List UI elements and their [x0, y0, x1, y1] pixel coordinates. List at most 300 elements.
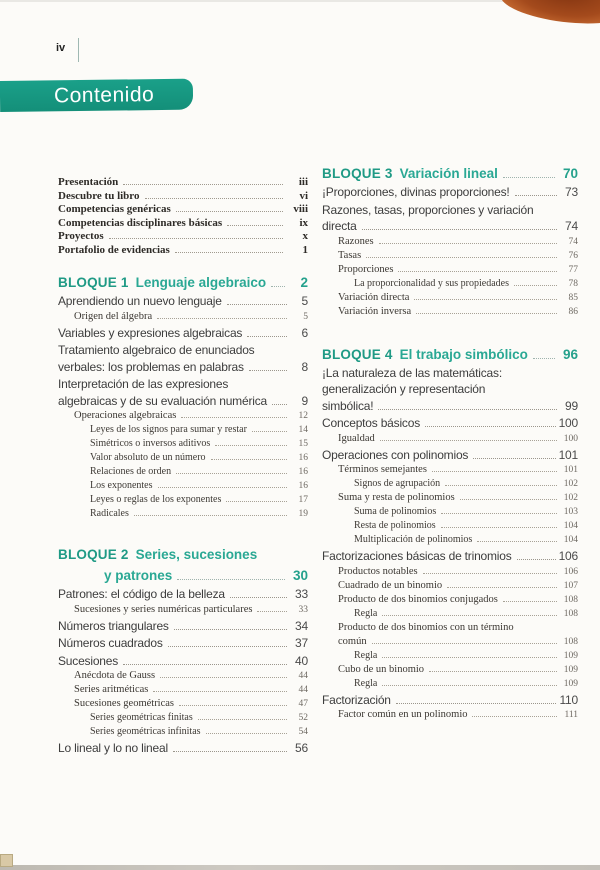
entry-last-line	[354, 677, 578, 691]
toc-entry	[58, 342, 308, 375]
entry-last-line	[90, 479, 308, 493]
dotted-leader	[503, 601, 557, 602]
entry-last-line	[74, 603, 308, 617]
toc-gap	[58, 521, 308, 543]
entry-last-line	[354, 649, 578, 663]
entry-title: Variables y expresiones algebraicas	[58, 325, 243, 340]
toc-block-heading	[322, 164, 578, 183]
page-number: 100	[563, 433, 578, 444]
entry-last-line	[338, 635, 578, 649]
page-number: viii	[293, 203, 308, 215]
entry-title: Leyes de los signos para sumar y restar	[90, 424, 247, 435]
page-number: x	[302, 230, 308, 242]
entry-title-line: ¡La naturaleza de las matemáticas:	[322, 365, 502, 380]
toc-entry	[322, 565, 578, 579]
toc-front-entry	[58, 217, 308, 231]
page-number: 101	[563, 465, 578, 475]
dotted-leader	[145, 198, 284, 199]
block-label: BLOQUE 4	[322, 346, 393, 362]
toc-entry	[322, 677, 578, 691]
entry-last-line	[74, 310, 308, 324]
dotted-leader	[423, 573, 557, 574]
page-number: 44	[298, 671, 308, 681]
entry-title: La proporcionalidad y sus propiedades	[354, 277, 509, 289]
dotted-leader	[252, 431, 287, 432]
page-number: 47	[298, 699, 308, 709]
dotted-leader	[176, 211, 283, 212]
page-number: 8	[301, 359, 308, 374]
entry-title: Suma de polinomios	[354, 506, 437, 517]
page-number: 15	[298, 439, 308, 449]
entry-title: Variación inversa	[338, 305, 412, 317]
dotted-leader	[366, 257, 557, 258]
page-number: 52	[298, 713, 308, 723]
toc-entry	[322, 477, 578, 491]
dotted-leader	[382, 615, 557, 616]
page-number: 44	[298, 685, 308, 695]
entry-title: Cuadrado de un binomio	[338, 579, 443, 591]
entry-title-line: Producto de dos binomios con un término	[338, 621, 514, 633]
entry-title-line: Interpretación de las expresiones	[58, 377, 229, 391]
toc-entry	[322, 708, 578, 722]
entry-title-line: Razones, tasas, proporciones y variación	[322, 202, 534, 217]
dotted-leader	[380, 440, 557, 441]
block-label: BLOQUE 2	[58, 547, 129, 562]
toc-entry	[58, 479, 308, 493]
toc-entry	[322, 491, 578, 505]
entry-last-line	[90, 451, 308, 465]
entry-title: Números triangulares	[58, 618, 169, 633]
toc-entry	[58, 683, 308, 697]
page-number: 96	[562, 346, 578, 362]
entry-last-line	[322, 447, 578, 464]
entry-title: Series geométricas infinitas	[90, 726, 201, 737]
entry-last-line	[338, 291, 578, 305]
toc-front-entry	[58, 244, 308, 258]
entry-title: Tasas	[338, 249, 362, 261]
entry-last-line	[354, 477, 578, 491]
toc-gap	[322, 319, 578, 343]
entry-last-line	[354, 277, 578, 291]
entry-title: Leyes o reglas de los exponentes	[90, 494, 222, 505]
toc-entry	[322, 607, 578, 621]
entry-title: Factor común en un polinomio	[338, 709, 468, 720]
dotted-leader	[247, 336, 287, 337]
entry-title: Sucesiones	[58, 653, 119, 668]
entry-title: Suma y resta de polinomios	[338, 492, 455, 503]
page-number: 33	[298, 604, 308, 615]
entry-title: Presentación	[58, 176, 119, 188]
page-number: 2	[300, 275, 308, 290]
entry-title: Factorizaciones básicas de trinomios	[322, 549, 512, 563]
page-number: 17	[298, 495, 308, 505]
entry-last-line	[322, 548, 578, 565]
dotted-leader	[157, 318, 287, 319]
page-number: 101	[558, 447, 578, 462]
page-number: 12	[298, 411, 308, 421]
dotted-leader	[441, 527, 557, 528]
page-folio: iv	[56, 42, 66, 54]
entry-last-line	[90, 493, 308, 507]
toc-entry	[322, 579, 578, 593]
toc-entry	[58, 586, 308, 603]
page-number: iii	[298, 176, 308, 188]
dotted-leader	[460, 499, 557, 500]
toc-entry	[58, 653, 308, 670]
entry-title: Operaciones con polinomios	[322, 447, 469, 462]
toc-block-heading-line2	[58, 566, 308, 585]
dotted-leader	[168, 646, 287, 647]
entry-last-line	[338, 235, 578, 249]
entry-title: Regla	[354, 649, 378, 661]
entry-title: Anécdota de Gauss	[74, 670, 156, 681]
page-number: 9	[301, 393, 308, 408]
entry-last-line	[322, 184, 578, 201]
entry-title: Series aritméticas	[74, 684, 149, 695]
entry-last-line	[90, 725, 308, 739]
dotted-leader	[134, 515, 287, 516]
page-number: 34	[295, 618, 308, 633]
entry-last-line	[322, 692, 578, 709]
toc-entry	[58, 376, 308, 409]
block-title: y patrones	[104, 568, 173, 583]
toc-entry	[58, 697, 308, 711]
dotted-leader	[173, 751, 287, 752]
page-number: 85	[568, 292, 578, 303]
page-number: 19	[298, 509, 308, 519]
page-number: 110	[559, 692, 578, 707]
entry-title: directa	[322, 219, 357, 233]
dotted-leader	[215, 445, 287, 446]
entry-title: Series geométricas finitas	[90, 712, 193, 723]
entry-last-line	[90, 437, 308, 451]
page-number: 54	[298, 727, 308, 737]
entry-last-line	[338, 593, 578, 607]
entry-title: Portafolio de evidencias	[58, 243, 170, 256]
dotted-leader	[123, 184, 283, 185]
toc-entry	[322, 548, 578, 565]
page-number: 74	[565, 219, 578, 233]
entry-title: Aprendiendo un nuevo lenguaje	[58, 294, 222, 308]
dotted-leader	[206, 733, 287, 734]
toc-entry	[58, 310, 308, 324]
scan-bottom-edge	[0, 865, 600, 870]
page-number: 99	[565, 398, 578, 413]
entry-title: Radicales	[90, 508, 129, 519]
page-number: 5	[301, 294, 308, 308]
dotted-leader	[362, 229, 557, 230]
entry-last-line	[58, 359, 308, 376]
entry-title: Razones	[338, 235, 374, 247]
entry-title: Simétricos o inversos aditivos	[90, 438, 211, 449]
dotted-leader	[382, 685, 557, 686]
entry-title-line: generalización y representación	[322, 382, 486, 396]
entry-title: Variación directa	[338, 291, 410, 303]
entry-title: Igualdad	[338, 432, 375, 444]
entry-title: Números cuadrados	[58, 636, 163, 650]
page-number: 16	[298, 481, 308, 491]
dotted-leader	[179, 705, 287, 706]
dotted-leader	[533, 358, 555, 359]
toc-front-entry	[58, 176, 308, 190]
page-number: 102	[563, 493, 578, 503]
toc-entry	[322, 649, 578, 663]
toc-entry	[322, 663, 578, 677]
toc-left-column	[58, 176, 308, 757]
dotted-leader	[514, 285, 557, 286]
page-number: 106	[558, 549, 578, 563]
dotted-leader	[472, 716, 557, 717]
dotted-leader	[227, 225, 283, 226]
entry-last-line	[354, 519, 578, 533]
toc-entry	[58, 635, 308, 652]
block-label: BLOQUE 1	[58, 275, 129, 290]
entry-last-line	[58, 293, 308, 310]
dotted-leader	[473, 458, 555, 459]
entry-last-line	[354, 533, 578, 547]
page-number: 109	[563, 650, 578, 661]
entry-title: Relaciones de orden	[90, 466, 172, 477]
toc-entry	[58, 740, 308, 757]
page-number: 103	[563, 507, 578, 517]
entry-title: Regla	[354, 607, 378, 619]
toc-entry	[322, 692, 578, 709]
dotted-leader	[109, 238, 283, 239]
toc-entry	[58, 618, 308, 635]
entry-last-line	[338, 463, 578, 477]
dotted-leader	[382, 657, 557, 658]
toc-entry	[58, 711, 308, 725]
toc-entry	[58, 325, 308, 342]
entry-title: Regla	[354, 677, 378, 689]
contents-banner	[0, 79, 193, 112]
toc-entry	[322, 249, 578, 263]
entry-title: ¡Proporciones, divinas proporciones!	[322, 185, 510, 199]
page-number: 86	[568, 306, 578, 317]
dotted-leader	[272, 404, 287, 405]
block-title: El trabajo simbólico	[399, 346, 528, 362]
dotted-leader	[414, 299, 557, 300]
block-title: Variación lineal	[399, 166, 498, 181]
entry-last-line	[338, 565, 578, 579]
toc-entry	[58, 725, 308, 739]
entry-title: Origen del álgebra	[74, 310, 153, 322]
page-number: 5	[303, 311, 308, 322]
page-number: 76	[568, 250, 578, 261]
scan-corner-chip	[0, 854, 13, 867]
page-number: 1	[302, 243, 308, 256]
toc-entry	[322, 593, 578, 607]
entry-last-line	[90, 465, 308, 479]
dotted-leader	[181, 417, 287, 418]
dotted-leader	[158, 487, 288, 488]
toc-block-heading	[322, 345, 578, 364]
entry-title: Lo lineal y lo no lineal	[58, 741, 168, 755]
toc-entry	[58, 493, 308, 507]
toc-entry	[322, 235, 578, 249]
toc-front-entry	[58, 230, 308, 244]
dotted-leader	[432, 471, 557, 472]
dotted-leader	[249, 370, 287, 371]
entry-last-line	[338, 432, 578, 446]
entry-title: Sucesiones y series numéricas particulares	[74, 603, 253, 615]
dotted-leader	[174, 629, 287, 630]
toc-entry	[58, 465, 308, 479]
entry-title: Proporciones	[338, 263, 394, 275]
entry-last-line	[322, 415, 578, 432]
dotted-leader	[477, 541, 557, 542]
page-number: 102	[563, 479, 578, 489]
toc-front-entry	[58, 190, 308, 204]
dotted-leader	[445, 485, 557, 486]
dotted-leader	[378, 409, 557, 410]
entry-title: Resta de polinomios	[354, 520, 436, 531]
page-number: 109	[563, 678, 578, 689]
dotted-leader	[396, 703, 557, 704]
entry-title: Patrones: el código de la belleza	[58, 587, 225, 601]
dotted-leader	[211, 459, 287, 460]
entry-last-line	[338, 579, 578, 593]
dotted-leader	[271, 286, 285, 287]
entry-last-line	[338, 708, 578, 722]
entry-last-line	[90, 423, 308, 437]
dotted-leader	[441, 513, 557, 514]
toc-entry	[58, 507, 308, 521]
page-curl-decoration	[498, 0, 600, 30]
block-title: Series, sucesiones	[135, 547, 258, 562]
entry-last-line	[74, 697, 308, 711]
dotted-leader	[416, 313, 557, 314]
page-number: 77	[568, 264, 578, 275]
toc-entry	[322, 277, 578, 291]
page-number: 40	[295, 653, 308, 668]
dotted-leader	[227, 304, 287, 305]
toc-entry	[322, 184, 578, 201]
page-number: 108	[563, 608, 578, 619]
dotted-leader	[372, 643, 557, 644]
entry-title: Sucesiones geométricas	[74, 698, 175, 709]
toc-entry	[58, 293, 308, 310]
toc-entry	[322, 291, 578, 305]
dotted-leader	[257, 611, 287, 612]
dotted-leader	[398, 271, 557, 272]
page-number: 16	[298, 453, 308, 463]
dotted-leader	[230, 597, 287, 598]
page-number: 30	[292, 568, 308, 583]
entry-last-line	[58, 618, 308, 635]
page-number: 16	[298, 467, 308, 477]
toc-entry	[322, 519, 578, 533]
page-number: 108	[563, 636, 578, 647]
dotted-leader	[429, 671, 557, 672]
entry-title: Conceptos básicos	[322, 416, 420, 430]
toc-front-entry	[58, 203, 308, 217]
dotted-leader	[226, 501, 287, 502]
dotted-leader	[447, 587, 557, 588]
page-number: 70	[562, 166, 578, 181]
entry-title: Proyectos	[58, 230, 104, 242]
toc-entry	[322, 263, 578, 277]
toc-entry	[58, 669, 308, 683]
toc-entry	[58, 423, 308, 437]
entry-title: Factorización	[322, 692, 391, 707]
toc-entry	[322, 415, 578, 432]
entry-title: Descubre tu libro	[58, 189, 140, 202]
entry-last-line	[322, 398, 578, 415]
entry-last-line	[338, 249, 578, 263]
page-number: 104	[563, 535, 578, 545]
entry-title: Términos semejantes	[338, 464, 427, 475]
entry-title: común	[338, 635, 367, 647]
toc-entry	[322, 432, 578, 446]
entry-last-line	[58, 653, 308, 670]
entry-title: Productos notables	[338, 565, 418, 577]
page-number: 78	[568, 278, 578, 289]
page-number: 56	[295, 741, 308, 755]
dotted-leader	[153, 691, 287, 692]
page-number: 74	[568, 236, 578, 247]
page-number: 107	[563, 580, 578, 591]
entry-last-line	[90, 507, 308, 521]
entry-last-line	[338, 305, 578, 319]
page-number: 108	[563, 594, 578, 605]
entry-title: algebraicas y de su evaluación numérica	[58, 393, 267, 408]
block-title: Lenguaje algebraico	[135, 275, 267, 290]
entry-last-line	[74, 409, 308, 423]
dotted-leader	[177, 579, 285, 580]
entry-last-line	[58, 393, 308, 410]
toc-entry	[58, 603, 308, 617]
page-number: 109	[563, 664, 578, 675]
toc-entry	[322, 447, 578, 464]
entry-title: Producto de dos binomios conjugados	[338, 593, 498, 605]
contents-banner-title: Contenido	[53, 82, 155, 107]
dotted-leader	[425, 426, 556, 427]
block-label: BLOQUE 3	[322, 166, 393, 181]
entry-title: verbales: los problemas en palabras	[58, 359, 244, 374]
entry-last-line	[354, 505, 578, 519]
entry-title-line: Tratamiento algebraico de enunciados	[58, 343, 255, 357]
toc-entry	[322, 621, 578, 649]
entry-last-line	[74, 669, 308, 683]
page-number: vi	[299, 189, 308, 202]
page-number: 106	[563, 566, 578, 577]
entry-title: Multiplicación de polinomios	[354, 534, 473, 545]
entry-last-line	[90, 711, 308, 725]
page-number: 100	[558, 416, 578, 430]
page-number: 14	[298, 425, 308, 435]
entry-last-line	[338, 263, 578, 277]
toc-entry	[58, 409, 308, 423]
toc-entry	[58, 437, 308, 451]
entry-title: Operaciones algebraicas	[74, 410, 177, 421]
toc-block-heading	[58, 545, 308, 564]
page-number: 33	[295, 587, 308, 601]
dotted-leader	[517, 559, 556, 560]
dotted-leader	[379, 243, 557, 244]
toc-entry	[322, 305, 578, 319]
entry-last-line	[338, 663, 578, 677]
entry-title: simbólica!	[322, 398, 374, 413]
dotted-leader	[515, 195, 557, 196]
dotted-leader	[123, 664, 287, 665]
page-number: 104	[563, 521, 578, 531]
folio-divider-rule	[78, 38, 79, 62]
toc-right-column	[322, 162, 578, 722]
entry-last-line	[58, 325, 308, 342]
toc-entry	[322, 463, 578, 477]
entry-title: Los exponentes	[90, 480, 153, 491]
